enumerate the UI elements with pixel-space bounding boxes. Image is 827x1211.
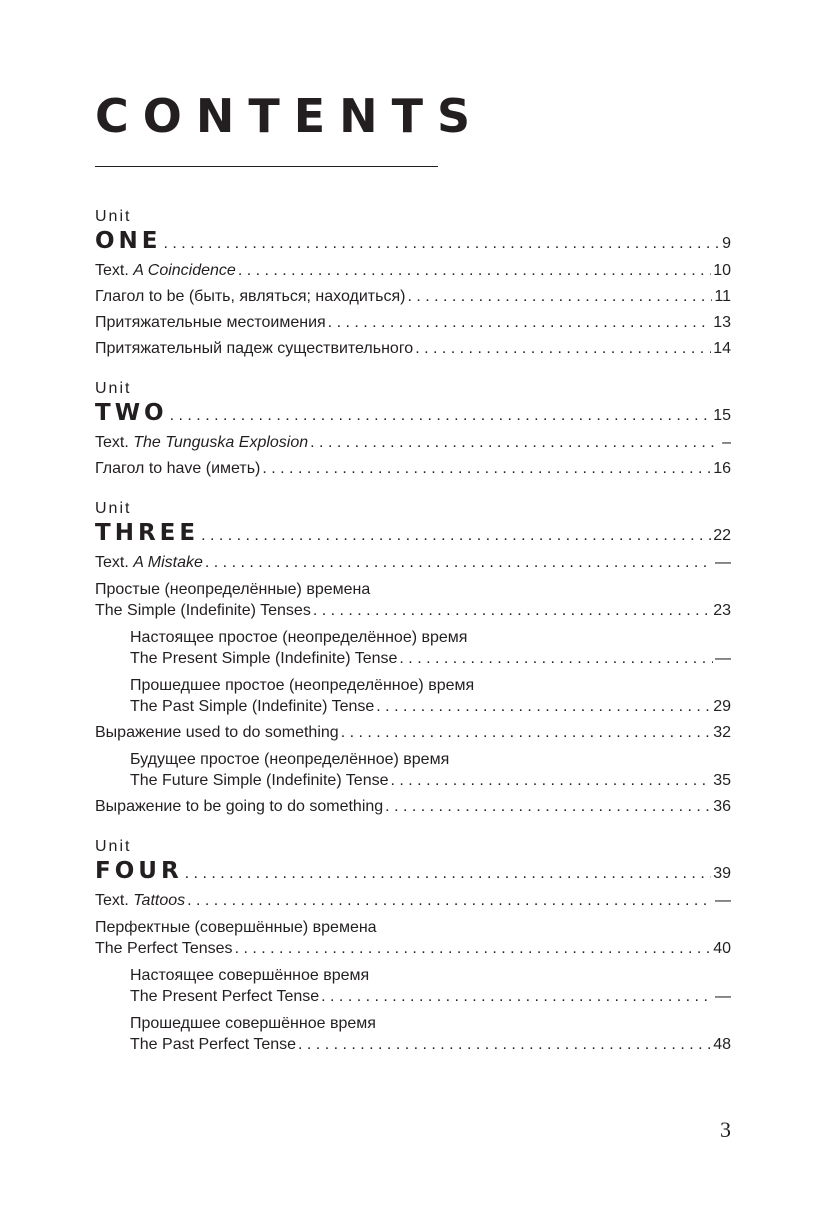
- page-number: 3: [720, 1117, 731, 1142]
- page-ref: —: [715, 988, 731, 1005]
- dot-leader: [164, 234, 721, 254]
- dot-leader: [376, 697, 711, 717]
- toc-entry[interactable]: [95, 917, 731, 959]
- unit-label: Unit: [95, 208, 132, 225]
- dot-leader: [187, 891, 713, 911]
- page-ref: 23: [713, 602, 731, 619]
- entry-text-ru: Перфектные (совершённые) времена: [95, 919, 377, 936]
- toc-entry[interactable]: [95, 287, 731, 307]
- dot-leader: [238, 261, 711, 281]
- toc-entry[interactable]: [95, 261, 731, 281]
- dot-leader: [235, 939, 712, 959]
- page-ref: 22: [713, 527, 731, 544]
- text-title: A Mistake: [133, 554, 203, 571]
- unit-heading-row[interactable]: [95, 228, 731, 254]
- dot-leader: [328, 313, 712, 333]
- unit-label: Unit: [95, 380, 132, 397]
- toc-subentry[interactable]: [95, 749, 731, 791]
- unit-heading-row[interactable]: [95, 858, 731, 884]
- entry-text-ru: Прошедшее простое (неопределённое) время: [130, 677, 475, 694]
- dot-leader: [262, 459, 711, 479]
- entry-text-en: The Past Simple (Indefinite) Tense: [130, 698, 375, 715]
- toc-entry[interactable]: [95, 339, 731, 359]
- entry-prefix: Text.: [95, 262, 134, 279]
- page-ref: 35: [713, 772, 731, 789]
- toc-entry[interactable]: [95, 579, 731, 621]
- entry-text: [95, 553, 203, 573]
- dot-leader: [313, 601, 711, 621]
- entry-text: Выражение to be going to do something: [95, 798, 384, 815]
- text-title: The Tunguska Explosion: [133, 434, 309, 451]
- dot-leader: [298, 1035, 711, 1055]
- entry-text: Глагол to be (быть, являться; находиться): [95, 288, 406, 305]
- unit-name: ONE: [95, 228, 162, 254]
- entry-text: Притяжательный падеж существительного: [95, 340, 414, 357]
- toc-entry[interactable]: [95, 723, 731, 743]
- dot-leader: [341, 723, 712, 743]
- entry-prefix: Text.: [95, 554, 134, 571]
- dot-leader: [415, 339, 711, 359]
- page-ref: 13: [713, 314, 731, 331]
- dot-leader: [407, 287, 712, 307]
- text-title: A Coincidence: [133, 262, 236, 279]
- dot-leader: [321, 987, 713, 1007]
- toc-entry[interactable]: [95, 459, 731, 479]
- unit-label: Unit: [95, 838, 132, 855]
- toc-entry[interactable]: [95, 891, 731, 911]
- entry-text: [95, 261, 236, 281]
- dot-leader: [185, 864, 712, 884]
- entry-text: [95, 891, 185, 911]
- dot-leader: [310, 433, 720, 453]
- unit-name: THREE: [95, 520, 200, 546]
- page-ref: 29: [713, 698, 731, 715]
- unit-label: Unit: [95, 500, 132, 517]
- page-ref: 16: [713, 460, 731, 477]
- page-ref: 32: [713, 724, 731, 741]
- unit-heading-row[interactable]: [95, 520, 731, 546]
- page-ref: —: [715, 554, 731, 571]
- page-ref: –: [722, 434, 731, 451]
- dot-leader: [201, 526, 711, 546]
- entry-prefix: Text.: [95, 434, 134, 451]
- dot-leader: [170, 406, 712, 426]
- entry-text-en: The Present Simple (Indefinite) Tense: [130, 650, 398, 667]
- entry-text-en: The Past Perfect Tense: [130, 1036, 297, 1053]
- table-of-contents: [95, 206, 731, 1074]
- unit-name: TWO: [95, 400, 168, 426]
- unit-heading-row[interactable]: [95, 400, 731, 426]
- page-ref: 40: [713, 940, 731, 957]
- text-title: Tattoos: [133, 892, 186, 909]
- entry-text: Притяжательные местоимения: [95, 314, 326, 331]
- toc-entry[interactable]: [95, 313, 731, 333]
- toc-subentry[interactable]: [95, 965, 731, 1007]
- entry-text-en: The Simple (Indefinite) Tenses: [95, 602, 311, 619]
- page-ref: 14: [713, 340, 731, 357]
- toc-entry[interactable]: [95, 797, 731, 817]
- title-rule: [95, 166, 438, 167]
- toc-subentry[interactable]: [95, 627, 731, 669]
- page-title: CONTENTS: [95, 89, 485, 143]
- toc-entry[interactable]: [95, 553, 731, 573]
- entry-text-en: The Present Perfect Tense: [130, 988, 320, 1005]
- entry-prefix: Text.: [95, 892, 134, 909]
- dot-leader: [399, 649, 713, 669]
- toc-subentry[interactable]: [95, 675, 731, 717]
- entry-text-en: The Perfect Tenses: [95, 940, 233, 957]
- page-ref: —: [715, 650, 731, 667]
- page-ref: 39: [713, 865, 731, 882]
- page-ref: 48: [713, 1036, 731, 1053]
- unit-name: FOUR: [95, 858, 183, 884]
- page-ref: —: [715, 892, 731, 909]
- toc-entry[interactable]: [95, 433, 731, 453]
- entry-text-ru: Будущее простое (неопределённое) время: [130, 751, 450, 768]
- page-ref: 11: [714, 288, 731, 305]
- page-ref: 9: [722, 235, 731, 252]
- entry-text-ru: Прошедшее совершённое время: [130, 1015, 376, 1032]
- entry-text: Выражение used to do something: [95, 724, 339, 741]
- unit-three: [95, 498, 731, 817]
- page-ref: 36: [713, 798, 731, 815]
- dot-leader: [205, 553, 713, 573]
- unit-four: [95, 836, 731, 1055]
- page-ref: 10: [713, 262, 731, 279]
- unit-one: [95, 206, 731, 359]
- unit-two: [95, 378, 731, 479]
- entry-text: [95, 433, 308, 453]
- dot-leader: [385, 797, 711, 817]
- dot-leader: [391, 771, 712, 791]
- entry-text-ru: Настоящее простое (неопределённое) время: [130, 629, 468, 646]
- entry-text-ru: Простые (неопределённые) времена: [95, 581, 371, 598]
- entry-text: Глагол to have (иметь): [95, 460, 261, 477]
- entry-text-ru: Настоящее совершённое время: [130, 967, 370, 984]
- page-ref: 15: [713, 407, 731, 424]
- entry-text-en: The Future Simple (Indefinite) Tense: [130, 772, 389, 789]
- toc-subentry[interactable]: [95, 1013, 731, 1055]
